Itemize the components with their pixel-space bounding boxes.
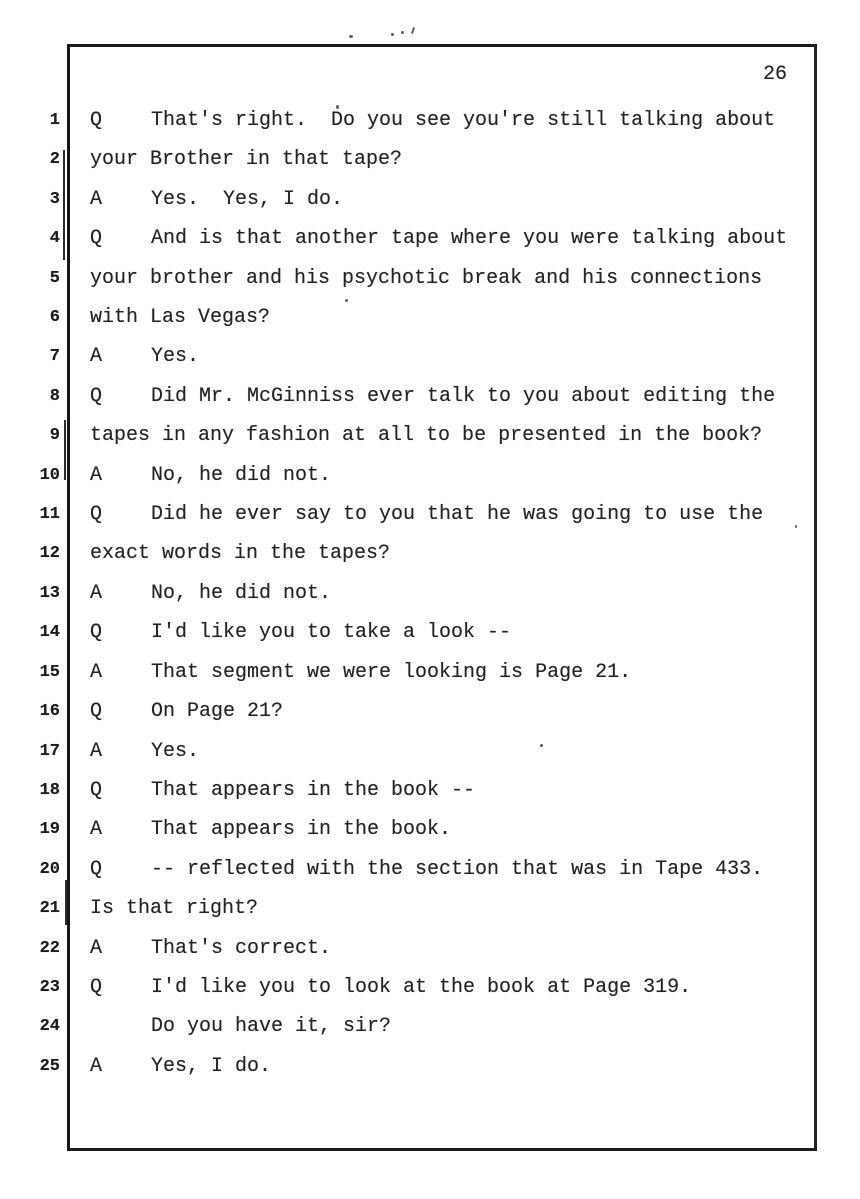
- scan-speck: [345, 299, 348, 302]
- line-number: 4: [49, 229, 60, 249]
- transcript-line: [0, 259, 860, 298]
- transcript-line: [0, 337, 860, 376]
- line-number: 11: [39, 505, 60, 525]
- line-number: 7: [49, 347, 60, 367]
- transcript-line: [0, 810, 860, 849]
- ink-stroke: [64, 420, 66, 480]
- transcript-line: [0, 495, 860, 534]
- line-text: -- reflected with the section that was in Tape 433.: [151, 857, 764, 881]
- speaker-label: Q: [90, 857, 103, 881]
- line-text: your Brother in that tape?: [90, 148, 403, 172]
- line-text: That's right. Do you see you're still talking about: [151, 109, 776, 132]
- line-number: 24: [39, 1017, 60, 1037]
- line-text: exact words in the tapes?: [90, 542, 391, 566]
- line-number: 15: [39, 662, 60, 682]
- line-text: That segment we were looking is Page 21.: [151, 660, 632, 684]
- line-number: 25: [39, 1056, 60, 1076]
- speaker-label: A: [90, 187, 103, 211]
- scan-speck: [391, 33, 394, 36]
- line-text: Did he ever say to you that he was going to use the: [151, 503, 764, 527]
- line-number: 6: [49, 308, 60, 328]
- line-text: I'd like you to look at the book at Page 319.: [151, 975, 692, 999]
- line-text: Yes.: [151, 739, 200, 763]
- speaker-label: A: [90, 739, 103, 763]
- transcript-line: [0, 1007, 860, 1046]
- transcript-line: [0, 771, 860, 810]
- speaker-label: Q: [90, 621, 103, 645]
- transcript-line: [0, 1047, 860, 1086]
- speaker-label: A: [90, 581, 103, 605]
- scan-speck: [411, 27, 415, 34]
- transcript-line: [0, 456, 860, 495]
- transcript-line: [0, 180, 860, 219]
- line-number: 10: [39, 465, 60, 485]
- transcript-line: [0, 574, 860, 613]
- speaker-label: Q: [90, 384, 103, 408]
- transcript-line: [0, 534, 860, 573]
- line-number: 23: [39, 977, 60, 997]
- line-number: 5: [49, 268, 60, 288]
- transcript-line: [0, 613, 860, 652]
- line-number: 20: [39, 859, 60, 879]
- transcript-line: [0, 653, 860, 692]
- scan-speck: [336, 105, 339, 109]
- line-number: 2: [49, 150, 60, 170]
- scan-speck: [795, 525, 797, 528]
- transcript-line: [0, 377, 860, 416]
- transcript-line: [0, 850, 860, 889]
- line-number: 8: [49, 386, 60, 406]
- line-number: 18: [39, 780, 60, 800]
- transcript-line: [0, 889, 860, 928]
- line-number: 12: [39, 544, 60, 564]
- ink-stroke: [63, 150, 65, 260]
- line-number: 21: [39, 899, 60, 919]
- speaker-label: Q: [90, 975, 103, 999]
- line-number: 16: [39, 702, 60, 722]
- transcript-line: [0, 219, 860, 258]
- speaker-label: Q: [90, 778, 103, 802]
- speaker-label: Q: [90, 503, 103, 527]
- line-number: 22: [39, 938, 60, 958]
- speaker-label: A: [90, 936, 103, 960]
- line-number: 1: [49, 111, 60, 130]
- line-text: Did Mr. McGinniss ever talk to you about editing the: [151, 384, 776, 408]
- transcript-body: [0, 101, 860, 1086]
- line-text: Is that right?: [90, 897, 259, 921]
- page-number: 26: [763, 63, 788, 86]
- speaker-label: A: [90, 345, 103, 369]
- line-number: 17: [39, 741, 60, 761]
- speaker-label: Q: [90, 227, 103, 251]
- transcript-line: [0, 692, 860, 731]
- line-number: 3: [49, 189, 60, 209]
- line-text: your brother and his psychotic break and his connections: [90, 266, 763, 290]
- scan-speck: [401, 31, 404, 34]
- line-number: 13: [39, 583, 60, 603]
- line-text: Yes.: [151, 345, 200, 369]
- line-text: tapes in any fashion at all to be presented in the book?: [90, 424, 763, 448]
- line-text: with Las Vegas?: [90, 306, 271, 330]
- scan-speck: [540, 744, 543, 747]
- line-number: 9: [49, 426, 60, 446]
- speaker-label: A: [90, 818, 103, 842]
- transcript-line: [0, 732, 860, 771]
- speaker-label: Q: [90, 109, 103, 132]
- transcript-line: [0, 298, 860, 337]
- transcript-line: [0, 416, 860, 455]
- speaker-label: Q: [90, 700, 103, 724]
- ink-stroke: [65, 880, 67, 925]
- transcript-line: [0, 140, 860, 179]
- line-text: That appears in the book --: [151, 778, 476, 802]
- line-number: 19: [39, 820, 60, 840]
- line-text: And is that another tape where you were talking about: [151, 227, 788, 251]
- line-text: No, he did not.: [151, 581, 332, 605]
- speaker-label: A: [90, 463, 103, 487]
- transcript-line: [0, 929, 860, 968]
- line-text: That's correct.: [151, 936, 332, 960]
- line-text: I'd like you to take a look --: [151, 621, 512, 645]
- speaker-label: A: [90, 660, 103, 684]
- speaker-label: A: [90, 1054, 103, 1078]
- line-text: Yes. Yes, I do.: [151, 187, 344, 211]
- transcript-line: [0, 101, 860, 140]
- line-text: On Page 21?: [151, 700, 284, 724]
- transcript-line: [0, 968, 860, 1007]
- line-text: Yes, I do.: [151, 1054, 272, 1078]
- line-text: Do you have it, sir?: [151, 1015, 392, 1039]
- line-number: 14: [39, 623, 60, 643]
- line-text: No, he did not.: [151, 463, 332, 487]
- line-text: That appears in the book.: [151, 818, 452, 842]
- scan-speck: [349, 35, 353, 38]
